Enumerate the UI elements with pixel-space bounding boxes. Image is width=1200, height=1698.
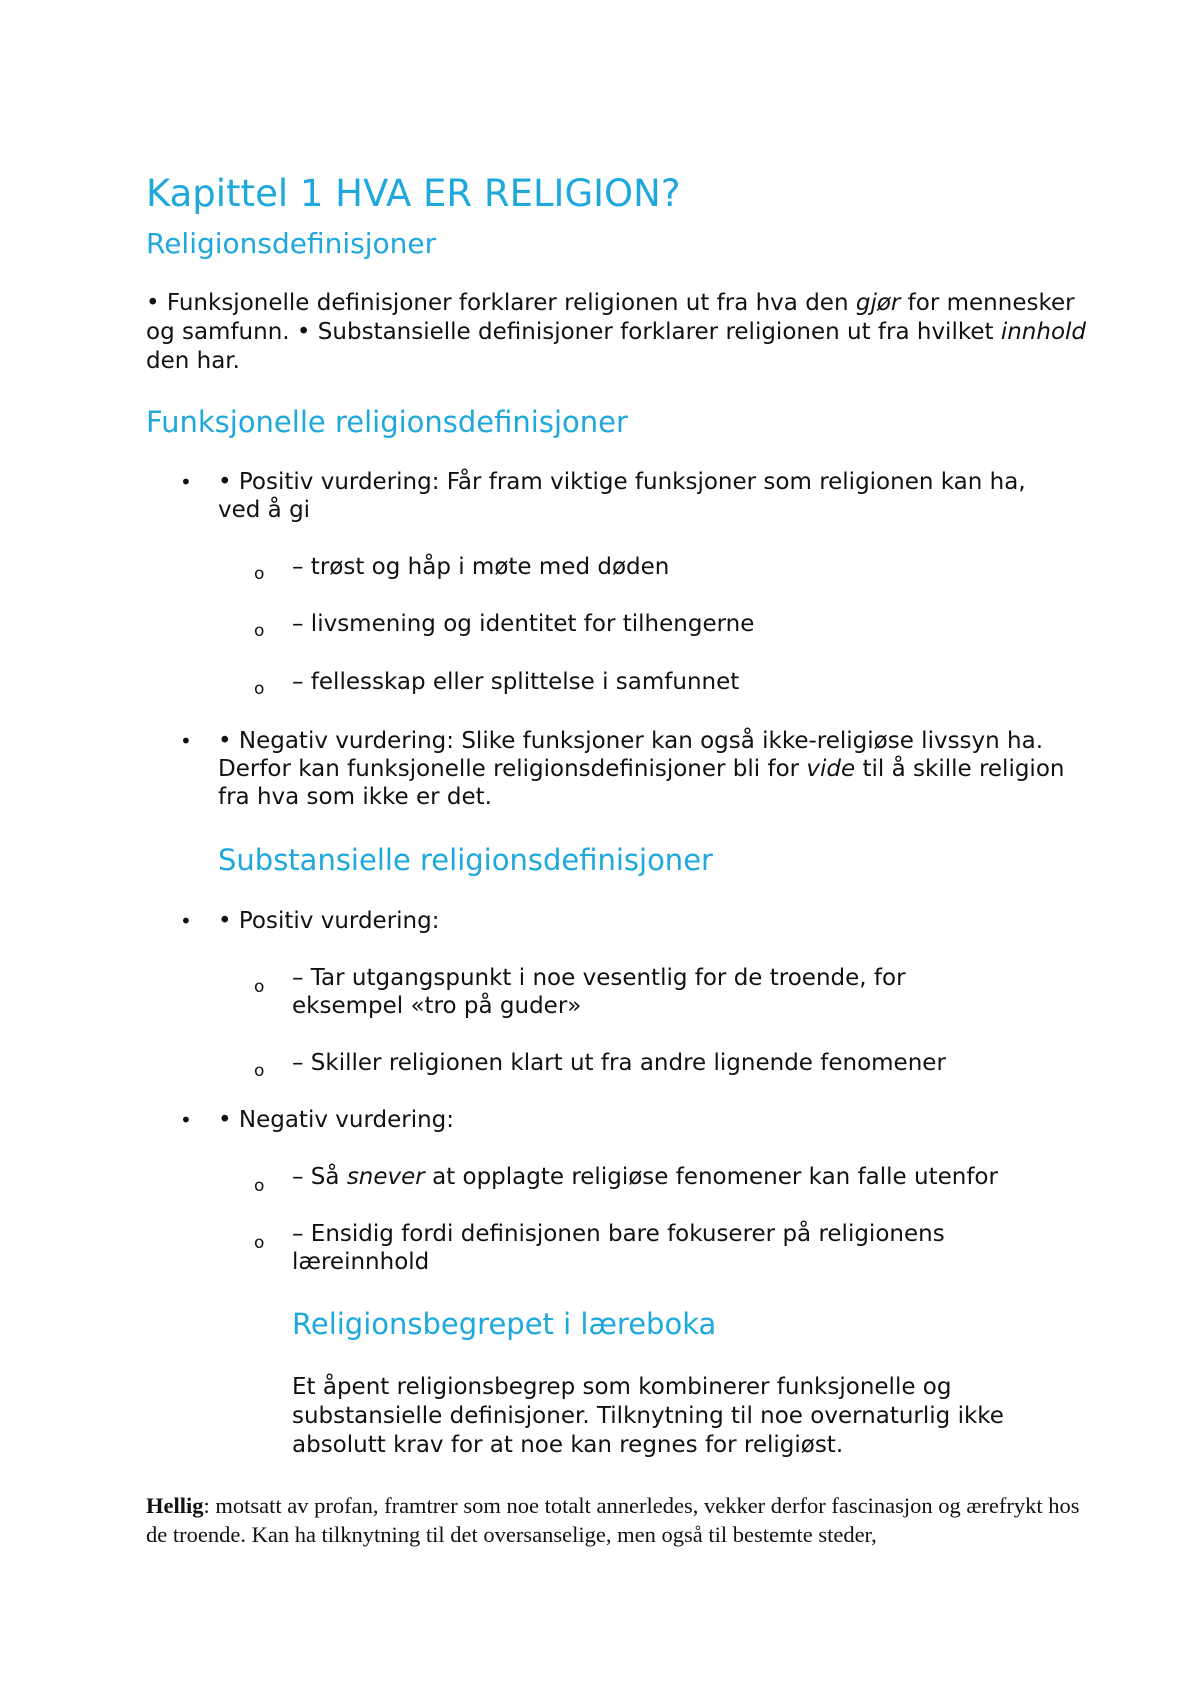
circle-marker: o [254, 564, 265, 584]
sub-item-ensidig: – Ensidig fordi definisjonen bare fokuserer på religionens læreinnhold [292, 1221, 945, 1275]
sub-item-utgangspunkt: – Tar utgangspunkt i noe vesentlig for de troende, for eksempel «tro på guder» [292, 965, 906, 1019]
circle-marker: o [254, 1176, 265, 1196]
list-item-positive-substansielle: • Positiv vurdering: [218, 908, 440, 934]
section-heading-funksjonelle: Funksjonelle religionsdefinisjoner [146, 405, 628, 439]
hellig-term: Hellig [146, 1493, 204, 1518]
sub-item-fellesskap: – fellesskap eller splittelse i samfunnet [292, 669, 740, 695]
bullet-marker: • [180, 729, 192, 753]
section-heading-substansielle: Substansielle religionsdefinisjoner [218, 843, 713, 877]
sub-item-trost: – trøst og håp i møte med døden [292, 554, 670, 580]
hellig-paragraph: Hellig: motsatt av profan, framtrer som noe totalt annerledes, vekker derfor fascinasjon og ærefrykt hos de troende. Kan ha tilknytning til det oversanselige, men også til bestemte steder, [146, 1493, 1080, 1547]
bullet-marker: • [180, 1108, 192, 1132]
section-heading-laereboka: Religionsbegrepet i læreboka [292, 1307, 717, 1341]
bullet-marker: • [180, 470, 192, 494]
intro-paragraph: • Funksjonelle definisjoner forklarer religionen ut fra hva den gjør for mennesker og samfunn. • Substansielle definisjoner forklarer religionen ut fra hvilket innhold den har. [146, 290, 1087, 374]
list-item-negative-funksjonelle: • Negativ vurdering: Slike funksjoner kan også ikke-religiøse livssyn ha. Derfor kan funksjonelle religionsdefinisjoner bli for vide til å skille religion fra hva som ikke er det. [218, 728, 1065, 810]
circle-marker: o [254, 1233, 265, 1253]
circle-marker: o [254, 621, 265, 641]
circle-marker: o [254, 679, 265, 699]
sub-item-skiller: – Skiller religionen klart ut fra andre lignende fenomener [292, 1050, 946, 1076]
laereboka-paragraph: Et åpent religionsbegrep som kombinerer funksjonelle og substansielle definisjoner. Tilknytning til noe overnaturlig ikke absolutt krav for at noe kan regnes for religiøst. [292, 1374, 1004, 1458]
circle-marker: o [254, 1061, 265, 1081]
circle-marker: o [254, 977, 265, 997]
section-heading-religionsdefinisjoner: Religionsdefinisjoner [146, 227, 437, 260]
bullet-marker: • [180, 909, 192, 933]
page-title: Kapittel 1 HVA ER RELIGION? [146, 172, 681, 215]
list-item-positive-funksjonelle: • Positiv vurdering: Får fram viktige funksjoner som religionen kan ha, ved å gi [218, 469, 1026, 523]
sub-item-livsmening: – livsmening og identitet for tilhengerne [292, 611, 755, 637]
sub-item-snever: – Så snever at opplagte religiøse fenomener kan falle utenfor [292, 1164, 998, 1190]
list-item-negative-substansielle: • Negativ vurdering: [218, 1107, 455, 1133]
